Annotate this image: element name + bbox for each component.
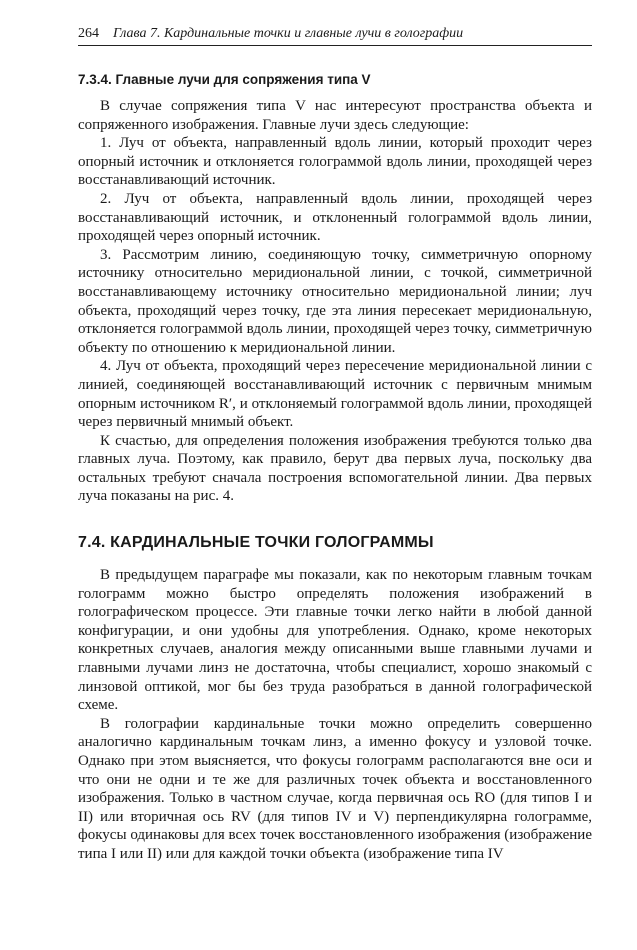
paragraph: В голографии кардинальные точки можно определить совершенно аналогично кардинальным точкам линз, а именно фокусу и узловой точке. Однако при этом выясняется, что фокусы голограмм располагаются вне оси и что они не одни и те же для различных точек объекта и восстановленного изображения. Только в частном случае, когда первичная ось RO (для типов I и II) или вторичная ось RV (для типов IV и V) перпендикулярна голограмме, фокусы одинаковы для всех точек восстановленного изображения (изображение типа I или II) или для каждой точки объекта (изображение типа IV — [78, 715, 592, 862]
subsection-heading: 7.3.4. Главные лучи для сопряжения типа V — [78, 72, 371, 87]
chapter-title: Глава 7. Кардинальные точки и главные лучи в голографии — [113, 26, 464, 41]
list-item-1: 1. Луч от объекта, направленный вдоль линии, который проходит через опорный источник и отклоняется голограммой вдоль линии, проходящей через восстанавливающий источник. — [78, 135, 592, 189]
list-item-4: 4. Луч от объекта, проходящий через пересечение меридиональной линии с линией, соединяющей восстанавливающий источник с первичным мнимым опорным источником R′, и отклоняемый голограммой вдоль линии, проходящей через первичный мнимый объект. — [78, 358, 592, 431]
paragraph: К счастью, для определения положения изображения требуются только два главных луча. Поэтому, как правило, берут два первых луча, поскольку два остальных требуют сначала построения вспомогательной линии. Два первых луча показаны на рис. 4. — [78, 432, 592, 505]
document-page — [78, 26, 592, 864]
paragraph: В предыдущем параграфе мы показали, как по некоторым главным точкам голограмм можно быстро определять положения изображений в голографическом процессе. Эти главные точки легко найти в любой данной конфигурации, и они удобны для употребления. Однако, кроме некоторых конкретных случаев, аналогия между описанными выше главными лучами и главными лучами линз не достаточна, чтобы специалист, хорошо знакомый с линзовой оптикой, мог бы без труда разобраться в данной голографической схеме. — [78, 567, 592, 714]
page-number: 264 — [78, 26, 99, 41]
section-heading: 7.4. КАРДИНАЛЬНЫЕ ТОЧКИ ГОЛОГРАММЫ — [78, 534, 434, 552]
list-item-3: 3. Рассмотрим линию, соединяющую точку, симметричную опорному источнику относительно меридиональной линии, с точкой, симметричной восстанавливающему источнику относительно меридиональной линии; луч объекта, проходящий через точку, где эта линия пересекает меридиональную, отклоняется голограммой вдоль линии, проходящей через точку, симметричную объекту по отношению к меридиональной линии. — [78, 246, 592, 356]
list-item-2: 2. Луч от объекта, направленный вдоль линии, проходящей через восстанавливающий источник, и отклоненный голограммой вдоль линии, проходящей через опорный источник. — [78, 190, 592, 245]
paragraph: В случае сопряжения типа V нас интересуют пространства объекта и сопряженного изображения. Главные лучи здесь следующие: — [78, 98, 592, 133]
running-head — [78, 26, 592, 46]
